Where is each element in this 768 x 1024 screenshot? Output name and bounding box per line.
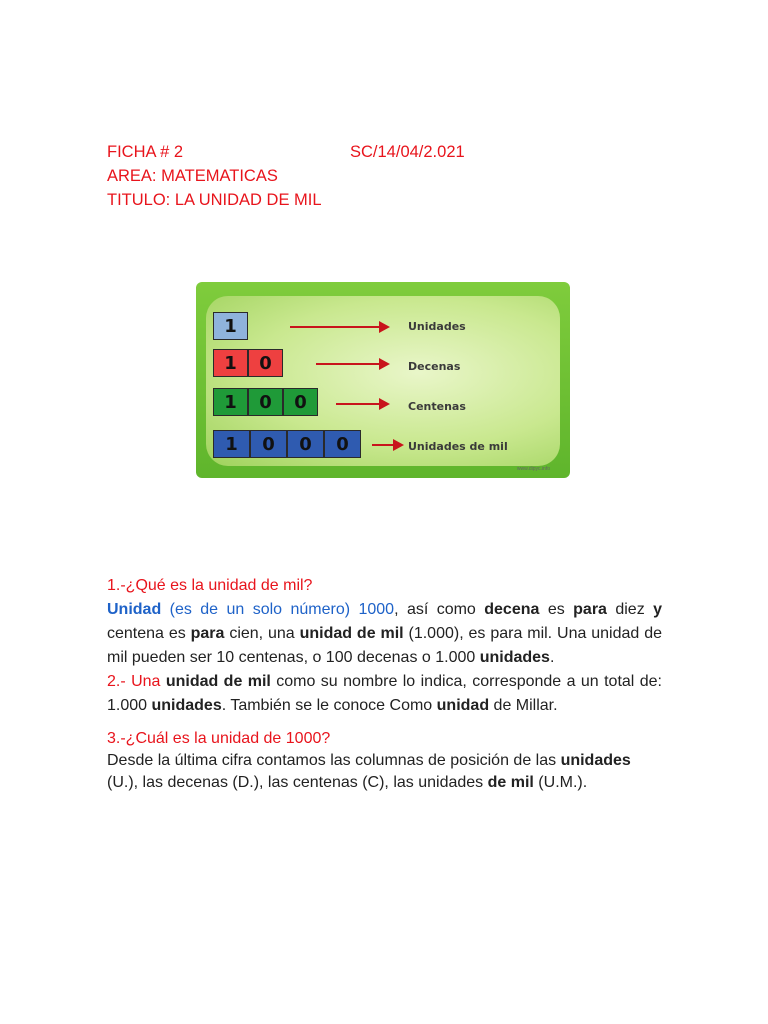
label-decenas: Decenas: [408, 360, 461, 373]
text: (1.000), es para mil. Una unidad de mil pueden ser 10 centenas, o 100 decenas o 1.000: [107, 625, 662, 666]
term-unidades: unidades: [479, 649, 550, 666]
term-para: para: [573, 601, 607, 618]
digit-cell: 0: [248, 388, 283, 416]
digit-cell: 0: [287, 430, 324, 458]
digit-cell: 0: [324, 430, 361, 458]
paragraph-3: [107, 750, 662, 794]
area: AREA: MATEMATICAS: [107, 167, 278, 185]
header: [107, 140, 465, 212]
parenthetical: (es de un solo número): [169, 601, 351, 618]
label-unidades-de-mil: Unidades de mil: [408, 440, 508, 453]
image-credit: www.dipyc.info: [516, 466, 550, 472]
question-3: 3.-¿Cuál es la unidad de 1000?: [107, 730, 331, 747]
text: cien, una: [224, 625, 300, 642]
digit-cell: 0: [248, 349, 283, 377]
term-unidad: Unidad: [107, 601, 162, 618]
text: centena es: [107, 625, 191, 642]
text: .: [549, 649, 555, 666]
digit-cell: 0: [283, 388, 318, 416]
row-centenas-blocks: [213, 388, 318, 416]
arrow-icon: [372, 444, 402, 446]
row-unidades-blocks: [213, 312, 248, 340]
question-1: 1.-¿Qué es la unidad de mil?: [107, 577, 313, 594]
paragraph-2: [107, 670, 662, 718]
term-unidades: unidades: [151, 697, 222, 714]
text: como su nombre lo indica, corresponde a un total de: 1.000: [107, 673, 662, 714]
header-row-ficha: [107, 140, 465, 164]
document-body: [107, 574, 662, 794]
label-unidades: Unidades: [408, 320, 466, 333]
text: de Millar.: [489, 697, 558, 714]
label-centenas: Centenas: [408, 400, 466, 413]
text: es: [547, 601, 574, 618]
term-para: para: [190, 625, 225, 642]
place-value-figure: [196, 282, 570, 478]
row-decenas-blocks: [213, 349, 283, 377]
term-decena: decena: [484, 601, 540, 618]
term-de: de: [487, 774, 507, 791]
text: . También se le conoce Como: [221, 697, 437, 714]
digit-cell: 1: [213, 312, 248, 340]
term-unidad: unidad: [436, 697, 490, 714]
text: (U.), las decenas (D.), las centenas (C), las unidades: [107, 774, 488, 791]
term-y: y: [653, 601, 663, 618]
digit-cell: 1: [213, 349, 248, 377]
arrow-icon: [336, 403, 388, 405]
text: Desde la última cifra contamos las columnas de posición de las: [107, 752, 561, 769]
item-2-lead: 2.- Una: [107, 673, 161, 690]
text: , así como: [394, 601, 485, 618]
titulo: TITULO: LA UNIDAD DE MIL: [107, 191, 322, 209]
ficha-number: FICHA # 2: [107, 143, 184, 161]
text: (U.M.).: [533, 774, 588, 791]
digit-cell: 1: [213, 388, 248, 416]
term-unidad-de-mil: unidad de mil: [299, 625, 404, 642]
date: SC/14/04/2.021: [350, 143, 465, 161]
term-mil: mil: [510, 774, 534, 791]
number-1000: 1000: [358, 601, 395, 618]
text: diez: [606, 601, 654, 618]
term-unidad-de-mil: unidad de mil: [165, 673, 271, 690]
digit-cell: 0: [250, 430, 287, 458]
digit-cell: 1: [213, 430, 250, 458]
paragraph-1: [107, 598, 662, 670]
term-unidades: unidades: [560, 752, 631, 769]
arrow-icon: [316, 363, 388, 365]
arrow-icon: [290, 326, 388, 328]
row-unidades-de-mil-blocks: [213, 430, 361, 458]
